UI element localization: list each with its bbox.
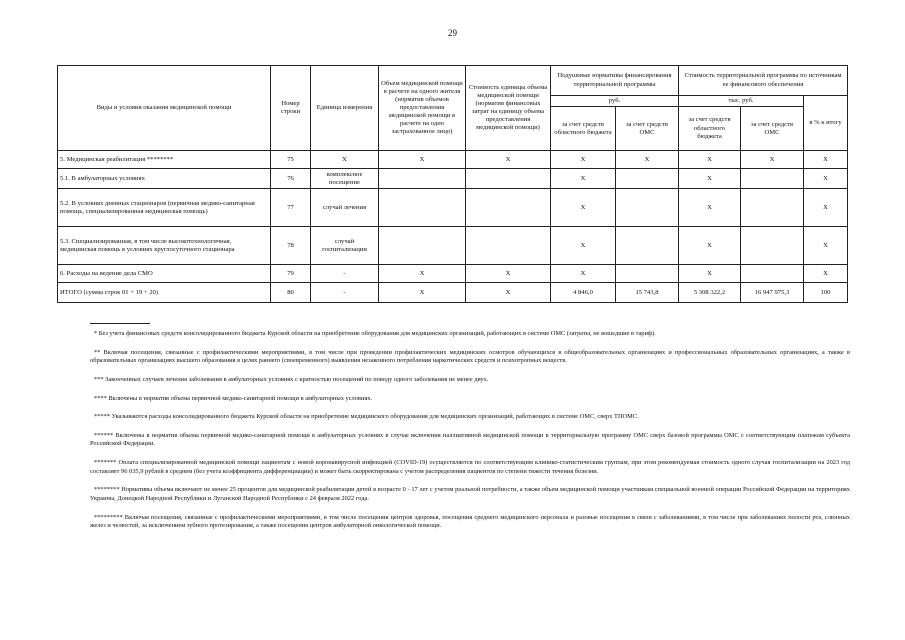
- row-cost-budget: X: [679, 265, 741, 283]
- row-volume: [379, 227, 466, 265]
- header-norm-budget: за счет средств областного бюджета: [551, 107, 616, 151]
- row-cost-unit: [466, 189, 551, 227]
- row-norm-oms: 15 743,8: [616, 283, 679, 303]
- header-cost-oms: за счет средств ОМС: [741, 107, 804, 151]
- header-norms-group: Подушевые нормативы финансирования территориальной программы: [551, 66, 679, 96]
- row-norm-oms: [616, 169, 679, 189]
- row-unit: случай госпитализации: [311, 227, 379, 265]
- header-percent: в % к итогу: [804, 96, 848, 151]
- row-number: 78: [271, 227, 311, 265]
- row-norm-budget: X: [551, 169, 616, 189]
- row-volume: [379, 169, 466, 189]
- row-percent: X: [804, 265, 848, 283]
- row-norm-oms: X: [616, 151, 679, 169]
- row-cost-oms: [741, 169, 804, 189]
- footnote: **** Включены в норматив объема первичной медико-санитарной помощи в амбулаторных условиях.: [94, 394, 373, 402]
- financing-table: [57, 65, 848, 303]
- table-row-total: [58, 283, 848, 303]
- row-number: 80: [271, 283, 311, 303]
- row-cost-unit: [466, 227, 551, 265]
- footnote: ***** Указываются расходы консолидированного бюджета Курской области на приобретение медицинского оборудования для медицинских организаций, работающих в системе ОМС, сверх ТПОМС.: [94, 413, 639, 421]
- table-row: [58, 189, 848, 227]
- header-cost-group: Стоимость территориальной программы по источникам ее финансового обеспечения: [679, 66, 848, 96]
- row-unit: комплексное посещение: [311, 169, 379, 189]
- table-row: [58, 151, 848, 169]
- footnote: ******* Оплата специализированной медицинской помощи пациентам с новой коронавирусной инфекцией (COVID-19) осуществляется по соответствующим клинико-статистическим группам, при этом рекомендуемая стоимость одного случая госпитализации на 2023 год составляет 96 035,9 рублей в среднем (без учета коэффициента дифференциации) и может быть скорректирована с учетом распределения пациентов по степени тяжести течения болезни.: [90, 459, 850, 475]
- page-number: 29: [448, 28, 457, 38]
- row-cost-budget: X: [679, 169, 741, 189]
- footnote: ** Включая посещения, связанные с профилактическими мероприятиями, в том числе при проведении профилактических медицинских осмотров обучающихся в общеобразовательных организациях и профессиональных образовательных организациях, а также в образовательных организациях высшего образования в целях раннего (своевременного) выявления незаконного потребления наркотических средств и психотропных веществ.: [90, 348, 850, 365]
- row-percent: X: [804, 169, 848, 189]
- row-name: 5.3. Специализированная, в том числе высокотехнологичная, медицинская помощь в условиях круглосуточного стационара: [58, 227, 271, 265]
- row-cost-unit: X: [466, 151, 551, 169]
- table-row: [58, 265, 848, 283]
- header-unit: Единица измерения: [311, 66, 379, 151]
- row-cost-oms: [741, 189, 804, 227]
- row-norm-oms: [616, 265, 679, 283]
- row-number: 76: [271, 169, 311, 189]
- footnotes: [90, 323, 850, 541]
- row-unit: -: [311, 265, 379, 283]
- row-number: 75: [271, 151, 311, 169]
- row-cost-budget: X: [679, 189, 741, 227]
- row-cost-oms: [741, 227, 804, 265]
- row-percent: X: [804, 151, 848, 169]
- footnote: ******** Нормативы объема включают не менее 25 процентов для медицинской реабилитации детей в возрасте 0 - 17 лет с учетом реальной потребности, а также объем медицинской помощи участникам специальной военной операции Российской Федерации на территориях Украины, Донецкой Народной Республики и Луганской Народной Республики с 24 февраля 2022 года.: [90, 486, 850, 503]
- header-norms-currency: руб.: [551, 96, 679, 107]
- row-number: 77: [271, 189, 311, 227]
- row-volume: X: [379, 265, 466, 283]
- row-volume: [379, 189, 466, 227]
- row-cost-unit: [466, 169, 551, 189]
- header-kind: Виды и условия оказания медицинской помощи: [58, 66, 271, 151]
- row-volume: X: [379, 151, 466, 169]
- row-norm-budget: X: [551, 265, 616, 283]
- row-norm-budget: X: [551, 227, 616, 265]
- row-name: ИТОГО (сумма строк 01 + 19 + 20): [58, 283, 271, 303]
- row-percent: X: [804, 189, 848, 227]
- row-unit: случай лечения: [311, 189, 379, 227]
- row-cost-unit: X: [466, 283, 551, 303]
- row-norm-oms: [616, 189, 679, 227]
- header-volume: Объем медицинской помощи в расчете на одного жителя (норматив объемов предоставления медицинской помощи в расчете на одно застрахованное лицо): [379, 66, 466, 151]
- header-cost-budget: за счет средств областного бюджета: [679, 107, 741, 151]
- row-number: 79: [271, 265, 311, 283]
- table-row: [58, 227, 848, 265]
- row-norm-oms: [616, 227, 679, 265]
- row-cost-oms: 16 947 975,3: [741, 283, 804, 303]
- table-row: [58, 169, 848, 189]
- row-name: 5.1. В амбулаторных условиях: [58, 169, 271, 189]
- row-cost-budget: 5 308 322,2: [679, 283, 741, 303]
- row-percent: 100: [804, 283, 848, 303]
- row-cost-budget: X: [679, 227, 741, 265]
- header-row-number: Номер строки: [271, 66, 311, 151]
- footnote-divider: [90, 323, 150, 324]
- row-norm-budget: X: [551, 151, 616, 169]
- footnote: *** Законченных случаев лечения заболевания в амбулаторных условиях с кратностью посещений по поводу одного заболевания не менее двух.: [94, 375, 489, 383]
- footnote: ********* Включая посещения, связанные с профилактическими мероприятиями, в том числе посещения центров здоровья, посещения среднего медицинского персонала и разовые посещения в связи с заболеваниями, в том числе при заболеваниях полости рта, слюнных желез и челюстей, за исключением зубного протезирования, а также посещения центров амбулаторной онкологической помощи.: [90, 513, 850, 530]
- header-cost-currency: тыс. руб.: [679, 96, 804, 107]
- row-name: 5. Медицинская реабилитация ********: [58, 151, 271, 169]
- row-cost-oms: [741, 265, 804, 283]
- row-cost-budget: X: [679, 151, 741, 169]
- footnote: * Без учета финансовых средств консолидированного бюджета Курской области на приобретение оборудования для медицинских организаций, работающих в системе ОМС (затраты, не вошедшие в тариф).: [94, 330, 656, 337]
- row-norm-budget: X: [551, 189, 616, 227]
- row-cost-oms: X: [741, 151, 804, 169]
- row-unit: -: [311, 283, 379, 303]
- footnote: ****** Включены в норматив объема первичной медико-санитарной помощи в амбулаторных условиях в случае включения паллиативной медицинской помощи в территориальную программу ОМС сверх базовой программы ОМС с соответствующим платежом субъекта Российской Федерации.: [90, 431, 850, 448]
- row-unit: X: [311, 151, 379, 169]
- row-name: 5.2. В условиях дневных стационаров (первичная медико-санитарная помощь, специализированная медицинская помощь): [58, 189, 271, 227]
- header-norm-oms: за счет средств ОМС: [616, 107, 679, 151]
- row-name: 6. Расходы на ведение дела СМО: [58, 265, 271, 283]
- row-volume: X: [379, 283, 466, 303]
- row-norm-budget: 4 846,0: [551, 283, 616, 303]
- row-cost-unit: X: [466, 265, 551, 283]
- row-percent: X: [804, 227, 848, 265]
- header-cost-unit: Стоимость единицы объема медицинской помощи (норматив финансовых затрат на единицу объема предоставления медицинской помощи): [466, 66, 551, 151]
